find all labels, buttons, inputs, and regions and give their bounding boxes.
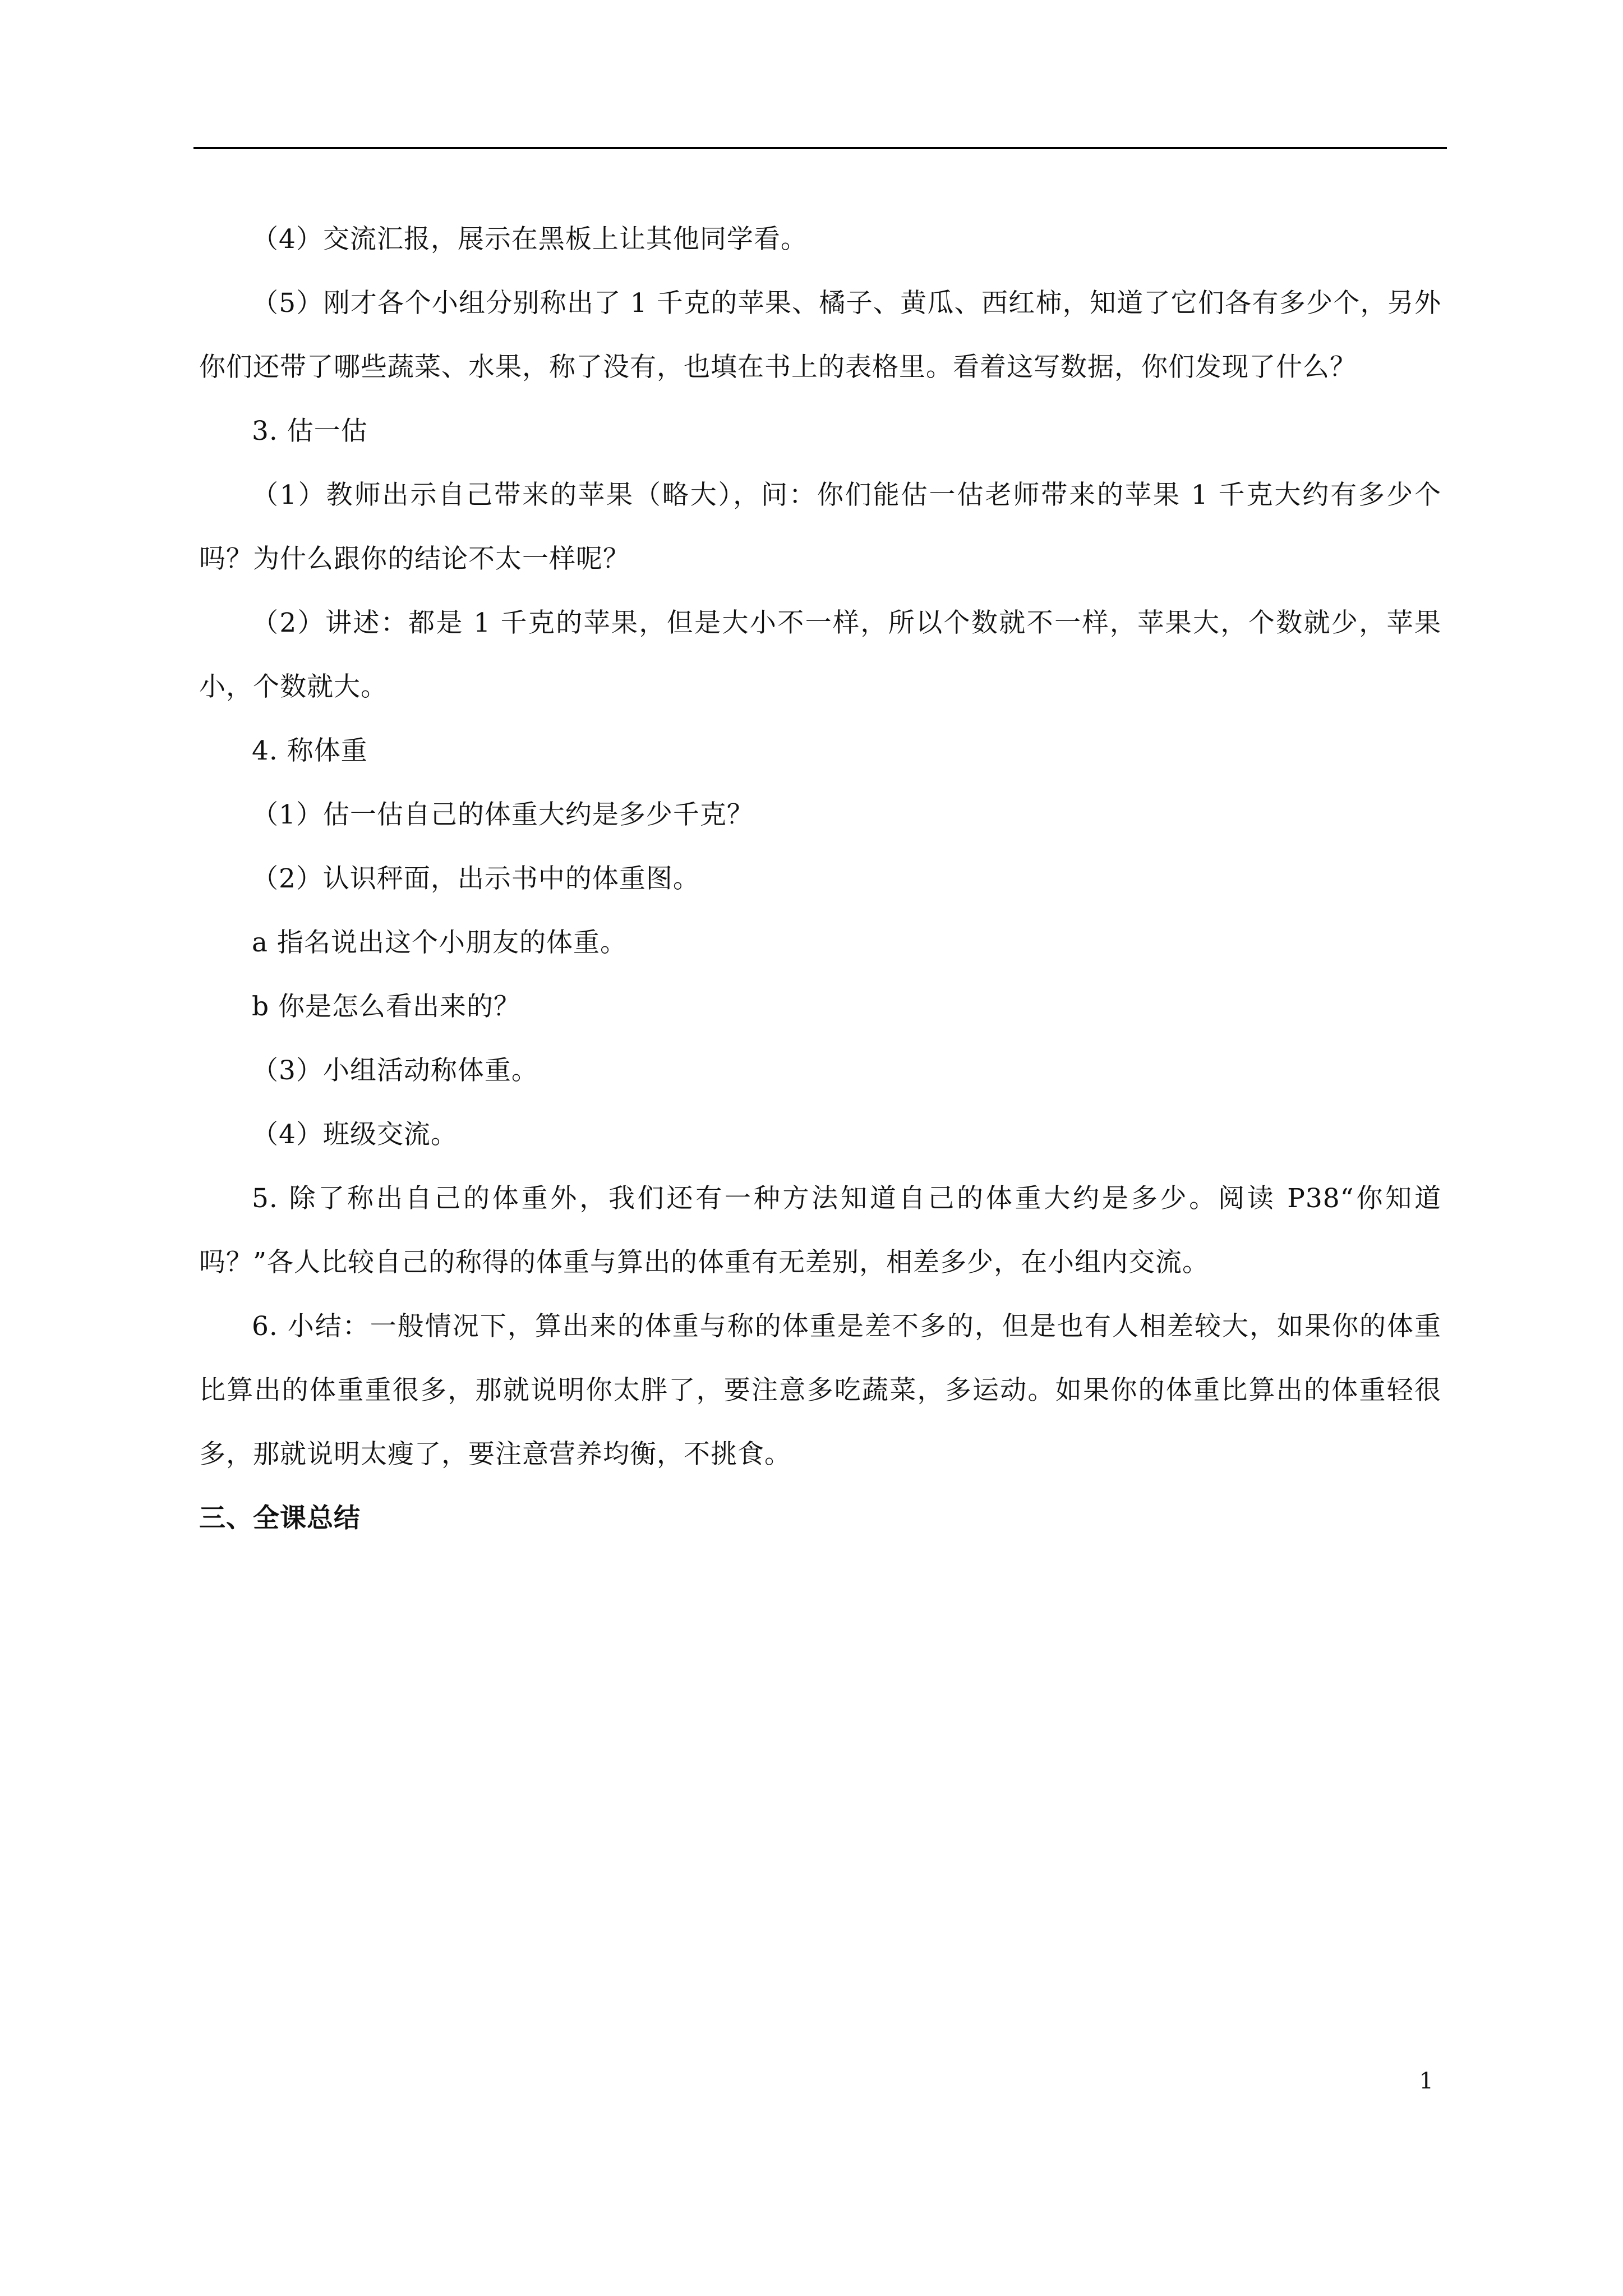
paragraph-report: （4）交流汇报，展示在黑板上让其他同学看。 — [252, 224, 808, 255]
paragraph-item-b: b 你是怎么看出来的？ — [252, 991, 521, 1022]
paragraph-group-weighing: （5）刚才各个小组分别称出了 1 千克的苹果、橘子、黄瓜、西红柿，知道了它们各有多少个，另外你们还带了哪些蔬菜、水果，称了没有，也填在书上的表格里。看着这写数据，你们发现了什么？ — [199, 288, 1441, 383]
section-heading: 三、全课总结 — [199, 1503, 361, 1534]
paragraph-summary: 6. 小结：一般情况下，算出来的体重与称的体重是差不多的，但是也有人相差较大，如果你的体重比算出的体重重很多，那就说明你太胖了，要注意多吃蔬菜，多运动。如果你的体重比算出的体重轻很多，那就说明太瘦了，要注意营养均衡，不挑食。 — [199, 1311, 1441, 1470]
paragraph-other-method: 5. 除了称出自己的体重外，我们还有一种方法知道自己的体重大约是多少。阅读 P38“你知道吗？”各人比较自己的称得的体重与算出的体重有无差别，相差多少，在小组内交流。 — [199, 1183, 1441, 1278]
step-estimate-heading: 3. 估一估 — [252, 416, 368, 447]
paragraph-estimate-weight: （1）估一估自己的体重大约是多少千克？ — [252, 799, 754, 830]
step-weigh-heading: 4. 称体重 — [252, 735, 368, 766]
document-body — [199, 208, 1441, 1550]
paragraph-scale: （2）认识秤面，出示书中的体重图。 — [252, 863, 700, 894]
paragraph-group-activity: （3）小组活动称体重。 — [252, 1055, 538, 1086]
paragraph-class-exchange: （4）班级交流。 — [252, 1119, 458, 1150]
paragraph-item-a: a 指名说出这个小朋友的体重。 — [252, 927, 627, 958]
paragraph-explanation: （2）讲述：都是 1 千克的苹果，但是大小不一样，所以个数就不一样，苹果大，个数就少，苹果小，个数就大。 — [199, 608, 1441, 702]
page-number: 1 — [1419, 2068, 1433, 2094]
paragraph-teacher-apple: （1）教师出示自己带来的苹果（略大），问：你们能估一估老师带来的苹果 1 千克大约有多少个吗？为什么跟你的结论不太一样呢？ — [199, 480, 1441, 574]
header-rule — [193, 147, 1447, 149]
